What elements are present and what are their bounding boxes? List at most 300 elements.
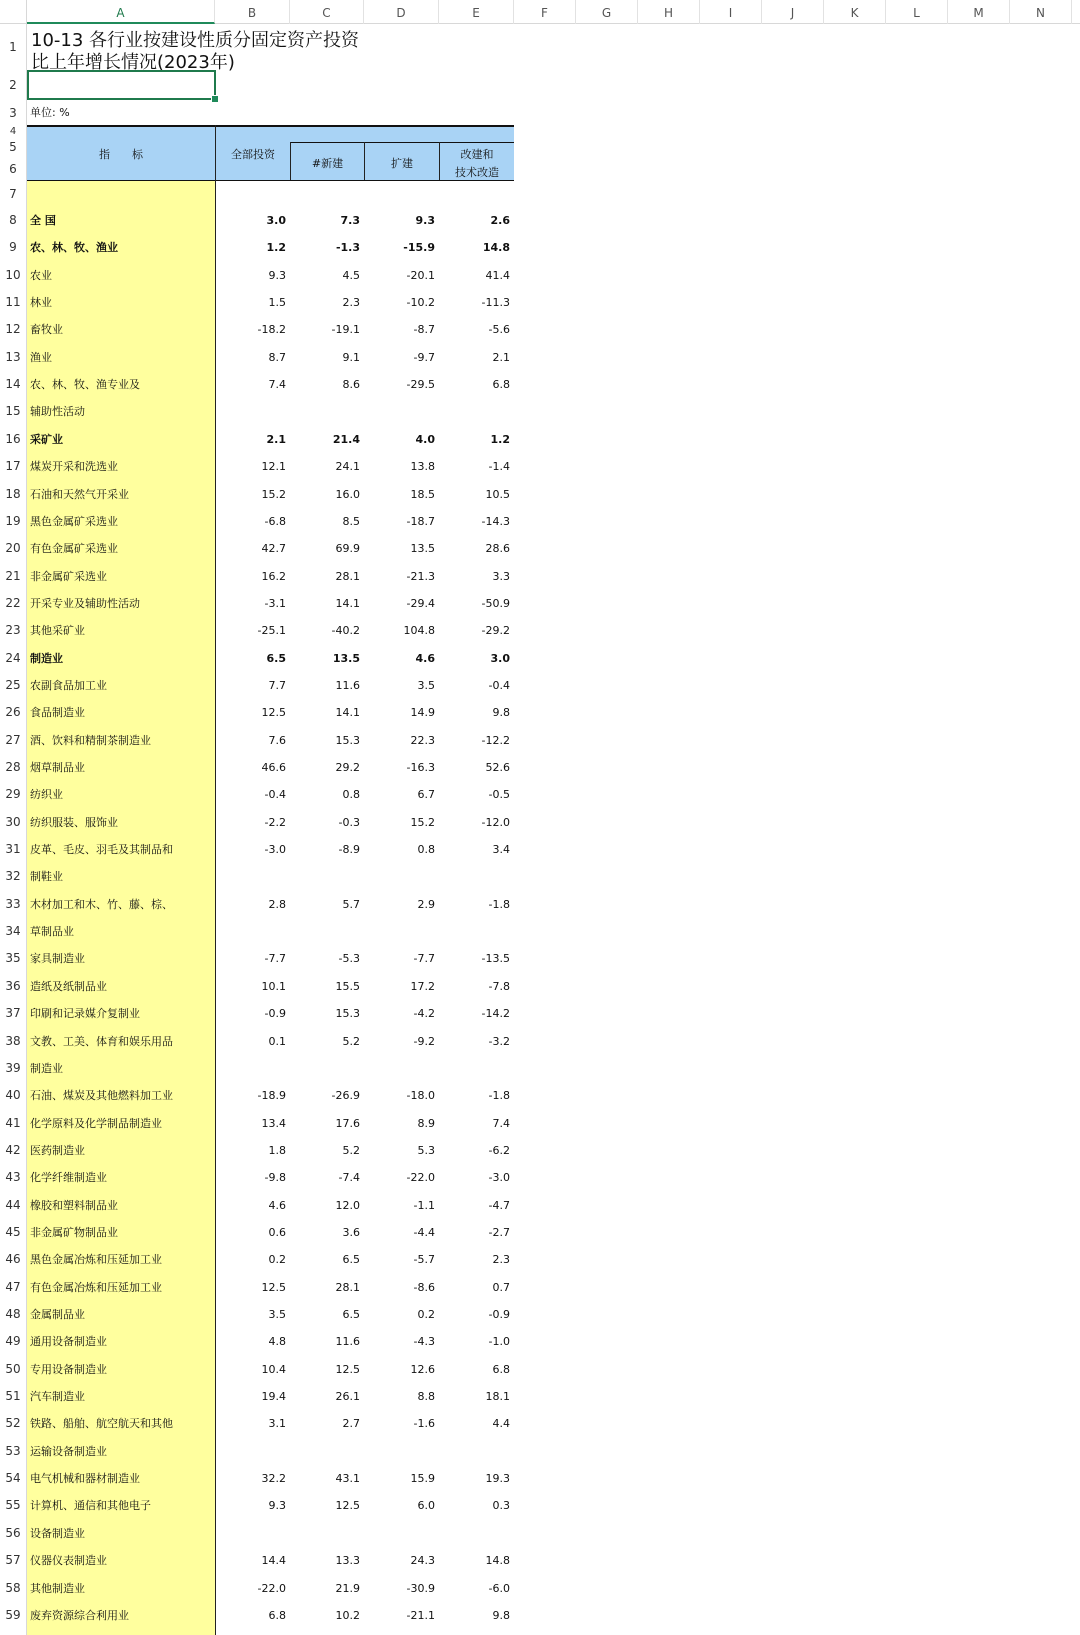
value-new[interactable]: 15.5 <box>335 979 360 993</box>
value-rebuild[interactable]: 4.4 <box>492 1417 510 1431</box>
value-total[interactable]: -2.2 <box>264 815 286 829</box>
value-expand[interactable]: -7.7 <box>413 952 435 966</box>
value-expand[interactable]: -4.2 <box>413 1007 435 1021</box>
row-header-37[interactable]: 37 <box>5 1006 21 1021</box>
value-expand[interactable]: 0.8 <box>417 843 435 857</box>
row-label[interactable]: 黑色金属冶炼和压延加工业 <box>30 1253 162 1267</box>
value-expand[interactable]: -30.9 <box>406 1581 435 1595</box>
row-header-26[interactable]: 26 <box>5 705 21 720</box>
value-rebuild[interactable]: 9.8 <box>492 1608 510 1622</box>
row-label[interactable]: 农业 <box>30 268 52 282</box>
value-new[interactable]: 9.1 <box>342 350 360 364</box>
value-total[interactable]: 2.8 <box>268 897 286 911</box>
value-new[interactable]: 28.1 <box>335 569 360 583</box>
value-rebuild[interactable]: 41.4 <box>485 268 510 282</box>
row-header-6[interactable]: 6 <box>9 162 17 176</box>
value-total[interactable]: -18.2 <box>257 323 286 337</box>
value-rebuild[interactable]: 19.3 <box>485 1472 510 1486</box>
selected-cell-a2[interactable] <box>27 70 216 100</box>
value-expand[interactable] <box>375 1438 435 1465</box>
value-expand[interactable]: -18.0 <box>406 1089 435 1103</box>
row-label[interactable]: 采矿业 <box>30 432 63 446</box>
value-expand[interactable]: -5.7 <box>413 1253 435 1267</box>
value-new[interactable]: 12.0 <box>335 1198 360 1212</box>
row-label[interactable]: 医药制造业 <box>30 1143 85 1157</box>
value-total[interactable]: -9.8 <box>264 1171 286 1185</box>
row-header-22[interactable]: 22 <box>5 595 21 610</box>
row-header-40[interactable]: 40 <box>5 1088 21 1103</box>
row-header-19[interactable]: 19 <box>5 513 21 528</box>
value-total[interactable]: 46.6 <box>261 761 286 774</box>
value-rebuild[interactable]: -7.8 <box>488 979 510 993</box>
value-expand[interactable]: -1.6 <box>413 1417 435 1431</box>
row-header-51[interactable]: 51 <box>5 1389 21 1404</box>
row-label[interactable]: 辅助性活动 <box>30 405 85 419</box>
row-label[interactable]: 有色金属冶炼和压延加工业 <box>30 1280 162 1294</box>
row-label[interactable]: 造纸及纸制品业 <box>30 979 107 993</box>
value-total[interactable] <box>226 1055 286 1082</box>
value-new[interactable]: 13.3 <box>335 1554 360 1568</box>
value-new[interactable] <box>300 1520 360 1547</box>
column-header-f[interactable]: F <box>514 0 576 24</box>
row-header-20[interactable]: 20 <box>5 541 21 556</box>
value-rebuild[interactable]: 28.6 <box>485 542 510 556</box>
row-header-47[interactable]: 47 <box>5 1279 21 1294</box>
row-header-31[interactable]: 31 <box>5 842 21 857</box>
value-new[interactable]: 5.2 <box>342 1034 360 1048</box>
row-label[interactable]: 烟草制品业 <box>30 761 85 774</box>
row-header-43[interactable]: 43 <box>5 1170 21 1185</box>
value-new[interactable]: 11.6 <box>335 678 360 692</box>
value-new[interactable]: -5.3 <box>338 952 360 966</box>
value-total[interactable]: 4.8 <box>268 1335 286 1349</box>
value-expand[interactable]: -8.7 <box>413 323 435 337</box>
value-new[interactable]: 0.8 <box>342 788 360 802</box>
value-expand[interactable]: 4.6 <box>415 651 435 665</box>
row-label[interactable]: 专用设备制造业 <box>30 1362 107 1376</box>
row-label[interactable]: 非金属矿物制品业 <box>30 1225 118 1239</box>
value-expand[interactable]: 0.2 <box>417 1308 435 1321</box>
column-header-g[interactable]: G <box>576 0 638 24</box>
value-rebuild[interactable]: 14.8 <box>482 241 510 255</box>
value-total[interactable]: 7.4 <box>268 378 286 392</box>
value-expand[interactable]: 14.9 <box>410 706 435 720</box>
value-new[interactable]: 8.5 <box>342 514 360 528</box>
value-new[interactable]: 6.5 <box>342 1253 360 1267</box>
value-new[interactable]: 14.1 <box>335 706 360 720</box>
row-header-16[interactable]: 16 <box>5 431 21 446</box>
row-label[interactable]: 纺织服装、服饰业 <box>30 815 118 829</box>
column-header-j[interactable]: J <box>762 0 824 24</box>
value-new[interactable]: -26.9 <box>331 1089 360 1103</box>
row-label[interactable]: 农副食品加工业 <box>30 678 107 692</box>
value-expand[interactable]: 3.5 <box>417 678 435 692</box>
value-new[interactable]: 29.2 <box>335 761 360 774</box>
value-expand[interactable] <box>375 1520 435 1547</box>
value-rebuild[interactable] <box>450 1438 510 1465</box>
value-total[interactable]: 32.2 <box>261 1472 286 1486</box>
value-rebuild[interactable]: 2.1 <box>492 350 510 364</box>
value-rebuild[interactable]: -12.2 <box>481 733 510 747</box>
row-label[interactable]: 全 国 <box>30 214 56 227</box>
column-header-b[interactable]: B <box>215 0 290 24</box>
value-new[interactable]: 24.1 <box>335 460 360 474</box>
value-total[interactable]: 2.1 <box>266 432 286 446</box>
row-header-4[interactable]: 4 <box>9 126 17 137</box>
row-label[interactable]: 林业 <box>30 296 52 310</box>
row-label[interactable]: 非金属矿采选业 <box>30 569 107 583</box>
value-rebuild[interactable]: 3.0 <box>490 651 510 665</box>
value-rebuild[interactable]: -3.2 <box>488 1034 510 1048</box>
row-label[interactable]: 其他制造业 <box>30 1581 85 1595</box>
value-total[interactable]: 12.1 <box>261 460 286 474</box>
value-total[interactable] <box>226 1520 286 1547</box>
value-rebuild[interactable]: -12.0 <box>481 815 510 829</box>
value-total[interactable]: 42.7 <box>261 542 286 556</box>
value-new[interactable]: 6.5 <box>342 1308 360 1321</box>
value-rebuild[interactable]: -1.4 <box>488 460 510 474</box>
row-label[interactable]: 仪器仪表制造业 <box>30 1554 107 1568</box>
select-all-corner[interactable] <box>0 0 27 24</box>
row-header-39[interactable]: 39 <box>5 1060 21 1075</box>
row-label[interactable]: 木材加工和木、竹、藤、棕、 <box>30 897 173 911</box>
row-header-54[interactable]: 54 <box>5 1471 21 1486</box>
value-expand[interactable] <box>375 918 435 945</box>
value-total[interactable]: 16.2 <box>261 569 286 583</box>
value-new[interactable]: -1.3 <box>335 241 360 255</box>
value-new[interactable]: 43.1 <box>335 1472 360 1486</box>
row-header-45[interactable]: 45 <box>5 1224 21 1239</box>
row-label[interactable]: 石油、煤炭及其他燃料加工业 <box>30 1089 173 1103</box>
value-total[interactable]: 9.3 <box>268 268 286 282</box>
value-rebuild[interactable]: -1.8 <box>488 1089 510 1103</box>
column-header-d[interactable]: D <box>364 0 439 24</box>
value-expand[interactable]: 12.6 <box>410 1362 435 1376</box>
value-rebuild[interactable]: 52.6 <box>485 761 510 774</box>
value-expand[interactable]: -15.9 <box>403 241 435 255</box>
row-label[interactable]: 草制品业 <box>30 925 74 939</box>
value-new[interactable]: 69.9 <box>335 542 360 556</box>
row-header-21[interactable]: 21 <box>5 568 21 583</box>
value-total[interactable]: 0.1 <box>268 1034 286 1048</box>
value-rebuild[interactable]: -14.3 <box>481 514 510 528</box>
value-expand[interactable] <box>375 1055 435 1082</box>
value-rebuild[interactable]: 7.4 <box>492 1116 510 1130</box>
row-header-42[interactable]: 42 <box>5 1142 21 1157</box>
value-total[interactable]: -6.8 <box>264 514 286 528</box>
value-expand[interactable]: -1.1 <box>413 1198 435 1212</box>
value-expand[interactable]: 22.3 <box>410 733 435 747</box>
value-rebuild[interactable]: 6.8 <box>492 1362 510 1376</box>
value-expand[interactable]: 18.5 <box>410 487 435 501</box>
row-label[interactable]: 石油和天然气开采业 <box>30 487 129 501</box>
value-rebuild[interactable]: -1.0 <box>488 1335 510 1349</box>
row-label[interactable]: 废弃资源综合利用业 <box>30 1608 129 1622</box>
value-new[interactable]: -40.2 <box>331 624 360 638</box>
value-new[interactable]: 3.6 <box>342 1225 360 1239</box>
value-rebuild[interactable] <box>450 863 510 890</box>
row-label[interactable]: 设备制造业 <box>30 1526 85 1540</box>
value-rebuild[interactable]: -1.8 <box>488 897 510 911</box>
row-header-30[interactable]: 30 <box>5 814 21 829</box>
value-total[interactable]: 6.8 <box>268 1608 286 1622</box>
value-rebuild[interactable]: 0.3 <box>492 1499 510 1513</box>
column-header-l[interactable]: L <box>886 0 948 24</box>
value-new[interactable]: 21.9 <box>335 1581 360 1595</box>
value-expand[interactable]: -10.2 <box>406 296 435 310</box>
value-rebuild[interactable]: -14.2 <box>481 1007 510 1021</box>
value-total[interactable]: 1.5 <box>268 296 286 310</box>
value-expand[interactable]: -21.3 <box>406 569 435 583</box>
row-label[interactable]: 化学纤维制造业 <box>30 1171 107 1185</box>
row-header-29[interactable]: 29 <box>5 787 21 802</box>
row-label[interactable]: 制造业 <box>30 1061 63 1075</box>
value-new[interactable]: -19.1 <box>331 323 360 337</box>
row-label[interactable]: 制造业 <box>30 651 63 665</box>
value-new[interactable]: 10.2 <box>335 1608 360 1622</box>
value-rebuild[interactable]: -3.0 <box>488 1171 510 1185</box>
row-label[interactable]: 畜牧业 <box>30 323 63 337</box>
value-rebuild[interactable]: 18.1 <box>485 1390 510 1404</box>
value-new[interactable] <box>300 1055 360 1082</box>
value-expand[interactable]: -9.7 <box>413 350 435 364</box>
row-header-41[interactable]: 41 <box>5 1115 21 1130</box>
row-header-48[interactable]: 48 <box>5 1307 21 1321</box>
row-header-52[interactable]: 52 <box>5 1416 21 1431</box>
row-label[interactable]: 食品制造业 <box>30 706 85 720</box>
row-label[interactable]: 制鞋业 <box>30 870 63 884</box>
value-new[interactable]: -0.3 <box>338 815 360 829</box>
value-rebuild[interactable]: -6.0 <box>488 1581 510 1595</box>
value-expand[interactable]: 104.8 <box>403 624 435 638</box>
row-header-27[interactable]: 27 <box>5 732 21 747</box>
value-expand[interactable]: -8.6 <box>413 1280 435 1294</box>
value-total[interactable] <box>226 863 286 890</box>
value-rebuild[interactable]: 9.8 <box>492 706 510 720</box>
value-rebuild[interactable]: -2.7 <box>488 1225 510 1239</box>
value-total[interactable]: 12.5 <box>261 706 286 720</box>
value-new[interactable]: 15.3 <box>335 733 360 747</box>
value-total[interactable]: 6.5 <box>266 651 286 665</box>
value-rebuild[interactable]: -0.5 <box>488 788 510 802</box>
row-label[interactable]: 橡胶和塑料制品业 <box>30 1198 118 1212</box>
value-total[interactable]: -3.1 <box>264 596 286 610</box>
value-total[interactable]: 15.2 <box>261 487 286 501</box>
row-header-44[interactable]: 44 <box>5 1197 21 1212</box>
value-expand[interactable]: 6.7 <box>417 788 435 802</box>
row-header-24[interactable]: 24 <box>5 650 21 665</box>
value-expand[interactable]: 15.2 <box>410 815 435 829</box>
value-total[interactable]: 3.1 <box>268 1417 286 1431</box>
value-new[interactable]: 15.3 <box>335 1007 360 1021</box>
row-label[interactable]: 汽车制造业 <box>30 1390 85 1404</box>
value-total[interactable]: -3.0 <box>264 843 286 857</box>
row-header-46[interactable]: 46 <box>5 1252 21 1267</box>
value-expand[interactable]: 17.2 <box>410 979 435 993</box>
value-expand[interactable]: -22.0 <box>406 1171 435 1185</box>
value-expand[interactable] <box>375 398 435 425</box>
row-header-38[interactable]: 38 <box>5 1033 21 1048</box>
row-header-59[interactable]: 59 <box>5 1607 21 1622</box>
value-total[interactable]: 13.4 <box>261 1116 286 1130</box>
value-new[interactable]: 16.0 <box>335 487 360 501</box>
value-rebuild[interactable]: 10.5 <box>485 487 510 501</box>
value-rebuild[interactable]: -0.4 <box>488 678 510 692</box>
value-total[interactable]: 9.3 <box>268 1499 286 1513</box>
column-header-h[interactable]: H <box>638 0 700 24</box>
value-new[interactable]: 5.7 <box>342 897 360 911</box>
value-new[interactable]: 17.6 <box>335 1116 360 1130</box>
value-new[interactable]: 13.5 <box>332 651 360 665</box>
value-total[interactable] <box>226 1438 286 1465</box>
value-total[interactable]: 12.5 <box>261 1280 286 1294</box>
row-header-55[interactable]: 55 <box>5 1498 21 1513</box>
value-rebuild[interactable]: -0.9 <box>488 1308 510 1321</box>
value-expand[interactable]: -9.2 <box>413 1034 435 1048</box>
row-header-57[interactable]: 57 <box>5 1553 21 1568</box>
value-total[interactable]: 1.8 <box>268 1143 286 1157</box>
column-header-a[interactable]: A <box>27 0 215 24</box>
value-expand[interactable]: 15.9 <box>410 1472 435 1486</box>
row-header-3[interactable]: 3 <box>9 106 17 120</box>
value-expand[interactable]: 13.8 <box>410 460 435 474</box>
row-header-13[interactable]: 13 <box>5 349 21 364</box>
value-expand[interactable]: -4.3 <box>413 1335 435 1349</box>
value-new[interactable]: 5.2 <box>342 1143 360 1157</box>
value-rebuild[interactable]: -6.2 <box>488 1143 510 1157</box>
value-total[interactable]: 10.4 <box>261 1362 286 1376</box>
value-expand[interactable]: 24.3 <box>410 1554 435 1568</box>
value-total[interactable]: 7.6 <box>268 733 286 747</box>
row-label[interactable]: 金属制品业 <box>30 1308 85 1321</box>
column-header-e[interactable]: E <box>439 0 514 24</box>
value-new[interactable]: 2.3 <box>342 296 360 310</box>
value-total[interactable]: -25.1 <box>257 624 286 638</box>
value-rebuild[interactable] <box>450 1520 510 1547</box>
row-header-15[interactable]: 15 <box>5 404 21 419</box>
row-header-18[interactable]: 18 <box>5 486 21 501</box>
row-header-1[interactable]: 1 <box>9 40 17 54</box>
value-total[interactable]: 19.4 <box>261 1390 286 1404</box>
row-header-28[interactable]: 28 <box>5 760 21 774</box>
row-header-36[interactable]: 36 <box>5 978 21 993</box>
row-header-56[interactable]: 56 <box>5 1525 21 1540</box>
row-header-10[interactable]: 10 <box>5 267 21 282</box>
value-new[interactable]: -8.9 <box>338 843 360 857</box>
value-rebuild[interactable]: 3.4 <box>492 843 510 857</box>
value-rebuild[interactable]: 0.7 <box>492 1280 510 1294</box>
row-label[interactable]: 纺织业 <box>30 788 63 802</box>
value-total[interactable] <box>226 918 286 945</box>
value-new[interactable] <box>300 1438 360 1465</box>
row-header-2[interactable]: 2 <box>9 78 17 92</box>
row-header-25[interactable]: 25 <box>5 677 21 692</box>
row-label[interactable]: 开采专业及辅助性活动 <box>30 596 140 610</box>
value-total[interactable]: 3.0 <box>266 214 286 227</box>
row-label[interactable]: 化学原料及化学制品制造业 <box>30 1116 162 1130</box>
value-total[interactable]: 1.2 <box>266 241 286 255</box>
value-rebuild[interactable]: -4.7 <box>488 1198 510 1212</box>
row-label[interactable]: 黑色金属矿采选业 <box>30 514 118 528</box>
value-new[interactable]: 12.5 <box>335 1362 360 1376</box>
value-total[interactable]: -22.0 <box>257 1581 286 1595</box>
value-total[interactable]: 14.4 <box>261 1554 286 1568</box>
value-rebuild[interactable]: -11.3 <box>481 296 510 310</box>
value-total[interactable]: 3.5 <box>268 1308 286 1321</box>
value-rebuild[interactable] <box>450 918 510 945</box>
row-label[interactable]: 计算机、通信和其他电子 <box>30 1499 151 1513</box>
value-new[interactable]: 4.5 <box>342 268 360 282</box>
value-expand[interactable]: -18.7 <box>406 514 435 528</box>
row-header-49[interactable]: 49 <box>5 1334 21 1349</box>
value-expand[interactable]: 5.3 <box>417 1143 435 1157</box>
column-header-i[interactable]: I <box>700 0 762 24</box>
value-rebuild[interactable] <box>450 398 510 425</box>
row-header-32[interactable]: 32 <box>5 869 21 884</box>
value-expand[interactable]: -4.4 <box>413 1225 435 1239</box>
value-total[interactable]: 0.6 <box>268 1225 286 1239</box>
value-expand[interactable]: 8.9 <box>417 1116 435 1130</box>
value-total[interactable]: -18.9 <box>257 1089 286 1103</box>
value-rebuild[interactable]: 3.3 <box>492 569 510 583</box>
column-header-n[interactable]: N <box>1010 0 1072 24</box>
row-label[interactable]: 煤炭开采和洗选业 <box>30 460 118 474</box>
value-rebuild[interactable]: 14.8 <box>485 1554 510 1568</box>
row-header-7[interactable]: 7 <box>9 187 17 201</box>
row-header-50[interactable]: 50 <box>5 1361 21 1376</box>
value-new[interactable]: 26.1 <box>335 1390 360 1404</box>
value-total[interactable] <box>226 398 286 425</box>
value-rebuild[interactable]: 2.3 <box>492 1253 510 1267</box>
column-header-c[interactable]: C <box>290 0 364 24</box>
value-new[interactable] <box>300 398 360 425</box>
value-new[interactable] <box>300 918 360 945</box>
value-expand[interactable]: -29.5 <box>406 378 435 392</box>
row-label[interactable]: 农、林、牧、渔业 <box>30 241 118 255</box>
value-rebuild[interactable]: 6.8 <box>492 378 510 392</box>
value-new[interactable]: 7.3 <box>340 214 360 227</box>
value-total[interactable]: 0.2 <box>268 1253 286 1267</box>
row-header-14[interactable]: 14 <box>5 377 21 392</box>
row-header-53[interactable]: 53 <box>5 1443 21 1458</box>
value-expand[interactable]: 13.5 <box>410 542 435 556</box>
value-total[interactable]: 10.1 <box>261 979 286 993</box>
row-header-12[interactable]: 12 <box>5 322 21 337</box>
value-rebuild[interactable]: 1.2 <box>490 432 510 446</box>
column-header-m[interactable]: M <box>948 0 1010 24</box>
row-label[interactable]: 运输设备制造业 <box>30 1444 107 1458</box>
value-expand[interactable]: 8.8 <box>417 1390 435 1404</box>
value-new[interactable]: 14.1 <box>335 596 360 610</box>
column-header-k[interactable]: K <box>824 0 886 24</box>
row-label[interactable]: 家具制造业 <box>30 952 85 966</box>
row-header-34[interactable]: 34 <box>5 924 21 939</box>
value-total[interactable]: 7.7 <box>268 678 286 692</box>
value-expand[interactable]: -20.1 <box>406 268 435 282</box>
value-new[interactable]: 28.1 <box>335 1280 360 1294</box>
row-label[interactable]: 文教、工美、体育和娱乐用品 <box>30 1034 173 1048</box>
row-label[interactable]: 农、林、牧、渔专业及 <box>30 378 140 392</box>
row-label[interactable]: 电气机械和器材制造业 <box>30 1472 140 1486</box>
row-label[interactable]: 印刷和记录媒介复制业 <box>30 1007 140 1021</box>
value-rebuild[interactable] <box>450 1055 510 1082</box>
value-expand[interactable]: -29.4 <box>406 596 435 610</box>
value-expand[interactable]: 6.0 <box>417 1499 435 1513</box>
value-rebuild[interactable]: -29.2 <box>481 624 510 638</box>
value-expand[interactable]: 2.9 <box>417 897 435 911</box>
value-new[interactable]: 2.7 <box>342 1417 360 1431</box>
value-new[interactable] <box>300 863 360 890</box>
